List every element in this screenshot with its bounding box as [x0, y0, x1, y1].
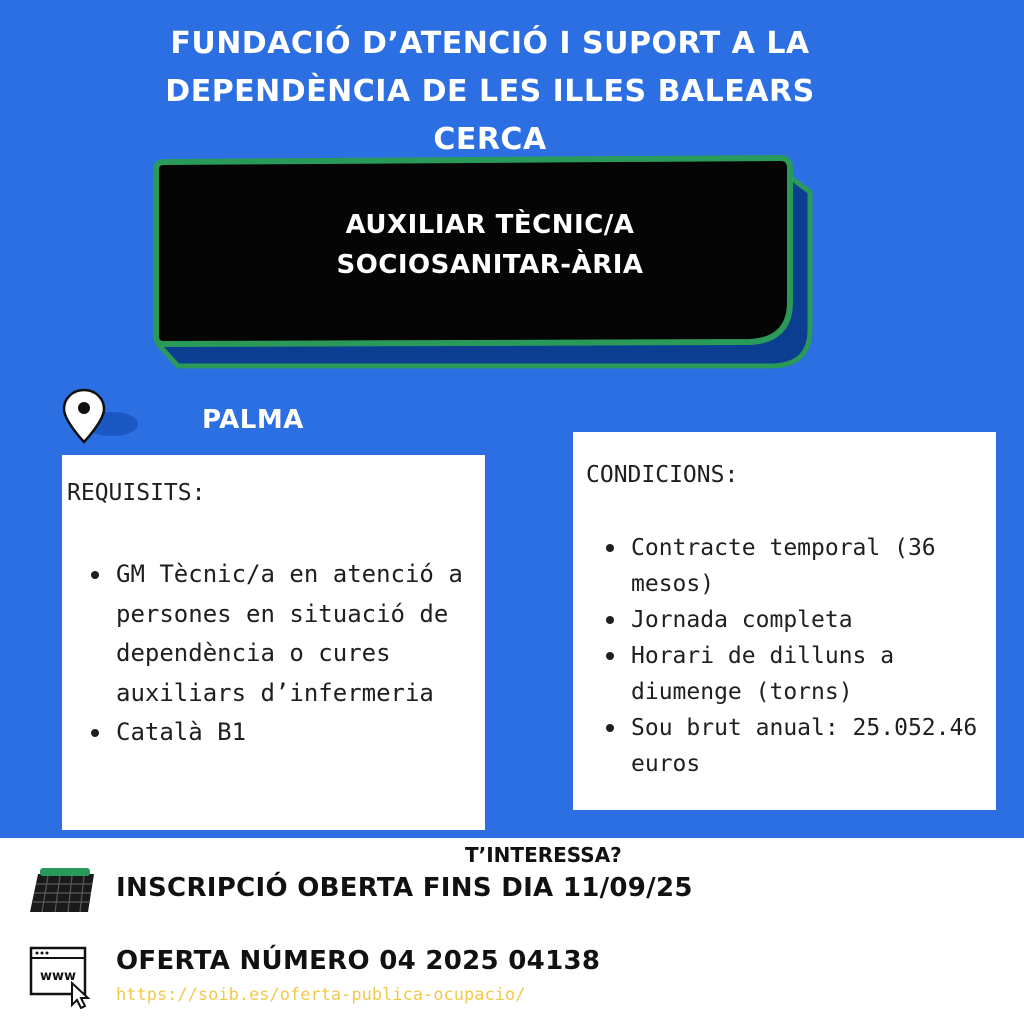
- job-title: [230, 205, 750, 285]
- www-browser-icon: [28, 945, 96, 1009]
- header-line-1: FUNDACIÓ D’ATENCIÓ I SUPORT A LA: [170, 26, 810, 61]
- map-pin-icon: [62, 388, 142, 448]
- offer-url-link[interactable]: https://soib.es/oferta-publica-ocupacio/: [116, 985, 526, 1005]
- requirements-list: [90, 555, 480, 753]
- list-item: GM Tècnic/a en atenció a persones en situació de dependència o cures auxiliars d’infermeria: [90, 555, 480, 713]
- list-item: Horari de dilluns a diumenge (torns): [605, 638, 990, 710]
- list-item: Català B1: [90, 713, 480, 753]
- list-item: Sou brut anual: 25.052.46 euros: [605, 710, 990, 782]
- organization-header: [100, 20, 880, 164]
- conditions-card: [573, 432, 996, 810]
- conditions-title: CONDICIONS:: [586, 462, 739, 488]
- header-line-2: DEPENDÈNCIA DE LES ILLES BALEARS: [165, 74, 815, 109]
- list-item: Contracte temporal (36 mesos): [605, 530, 990, 602]
- calendar-icon: [28, 866, 96, 914]
- inscription-deadline: INSCRIPCIÓ OBERTA FINS DIA 11/09/25: [116, 873, 693, 903]
- requirements-card: [62, 455, 485, 830]
- header-line-3: CERCA: [433, 122, 547, 157]
- requirements-title: REQUISITS:: [67, 480, 206, 506]
- browser-www-label: www: [39, 969, 77, 984]
- job-title-line-2: SOCIOSANITAR-ÀRIA: [336, 250, 644, 280]
- offer-number: OFERTA NÚMERO 04 2025 04138: [116, 946, 601, 976]
- job-title-line-1: AUXILIAR TÈCNIC/A: [345, 210, 635, 240]
- conditions-list: [605, 530, 990, 782]
- location-city: PALMA: [202, 405, 304, 435]
- interest-heading: T’INTERESSA?: [465, 843, 622, 867]
- list-item: Jornada completa: [605, 602, 990, 638]
